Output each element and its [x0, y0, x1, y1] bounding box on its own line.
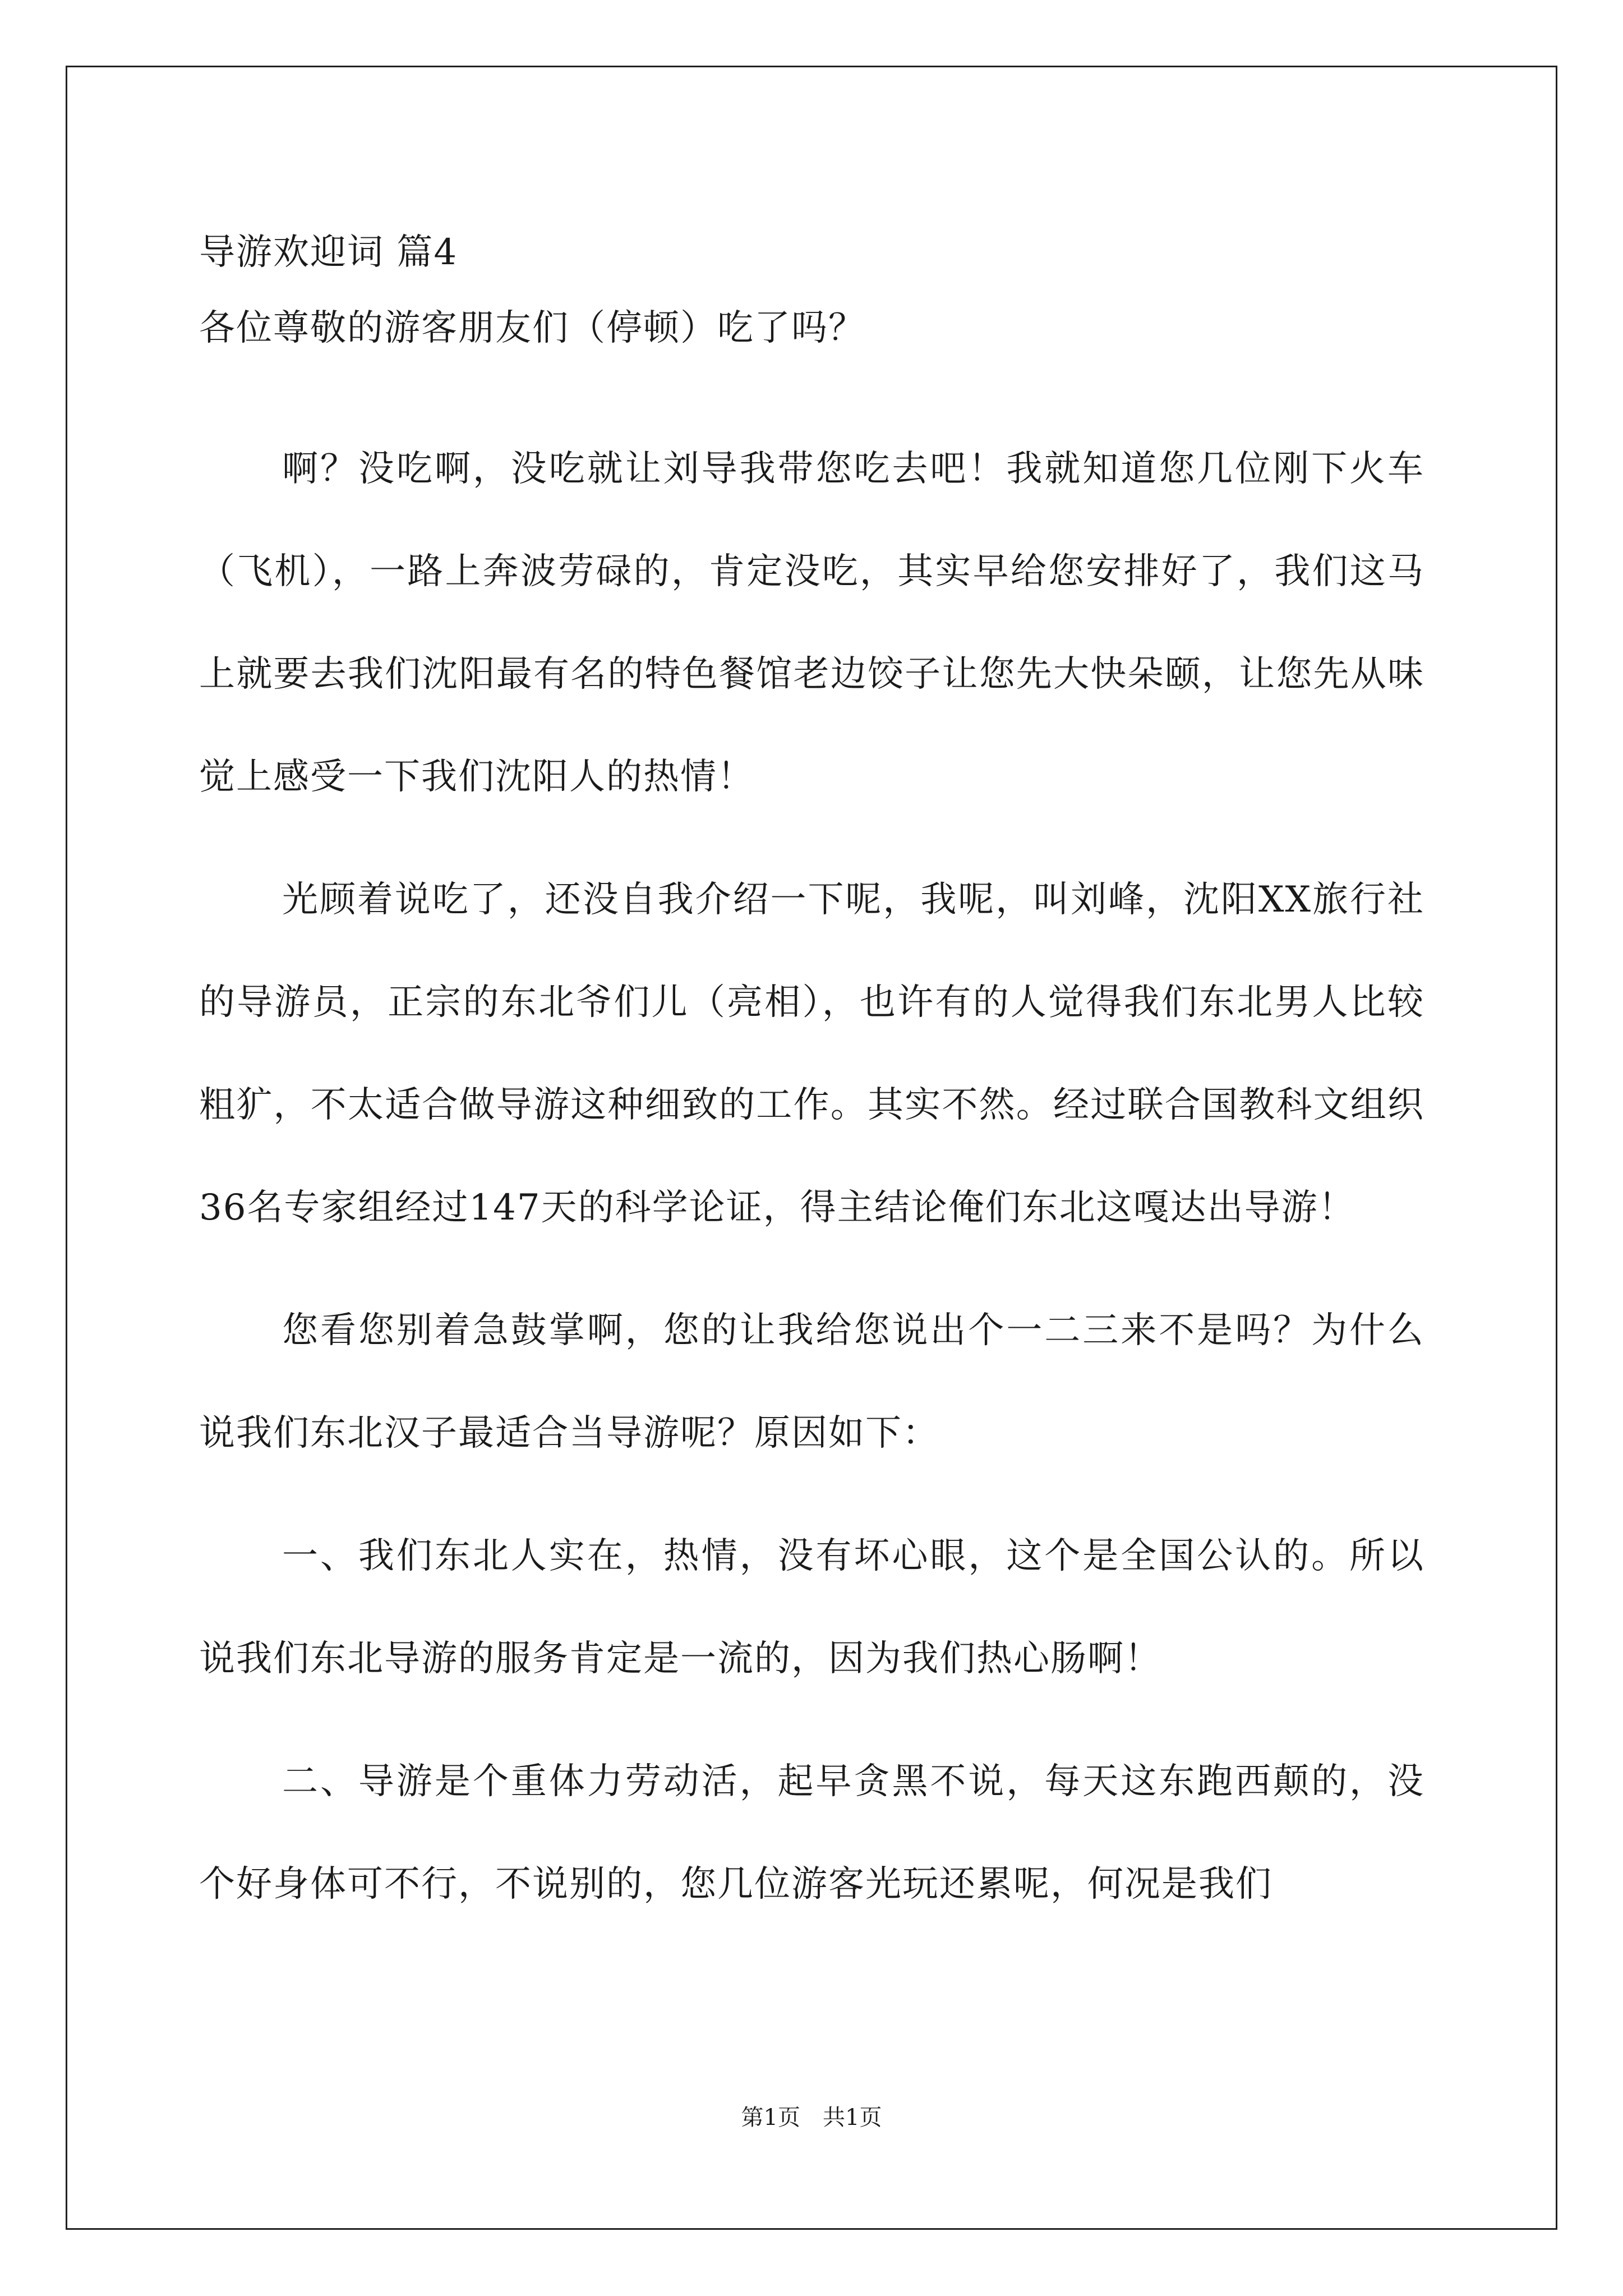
- paragraph: 啊？没吃啊，没吃就让刘导我带您吃去吧！我就知道您几位刚下火车（飞机），一路上奔波劳碌的，肯定没吃，其实早给您安排好了，我们这马上就要去我们沈阳最有名的特色餐馆老边饺子让您先大快朵颐，让您先从味觉上感受一下我们沈阳人的热情！: [199, 448, 1424, 798]
- paragraph: 光顾着说吃了，还没自我介绍一下呢，我呢，叫刘峰，沈阳XX旅行社的导游员，正宗的东北爷们儿（亮相），也许有的人觉得我们东北男人比较粗犷，不太适合做导游这种细致的工作。其实不然。经过联合国教科文组织36名专家组经过147天的科学论证，得主结论俺们东北这嘎达出导游！: [199, 879, 1424, 1228]
- paragraph: 二、导游是个重体力劳动活，起早贪黑不说，每天这东跑西颠的，没个好身体可不行，不说别的，您几位游客光玩还累呢，何况是我们: [199, 1761, 1424, 1905]
- page-number: 第1页 共1页: [741, 2105, 882, 2131]
- greeting-line: 各位尊敬的游客朋友们（停顿）吃了吗？: [199, 307, 865, 349]
- paragraph: 一、我们东北人实在，热情，没有坏心眼，这个是全国公认的。所以说我们东北导游的服务肯定是一流的，因为我们热心肠啊！: [199, 1535, 1424, 1680]
- document-body: [199, 418, 1424, 1956]
- document-title: 导游欢迎词 篇4: [199, 232, 458, 273]
- paragraph: 您看您别着急鼓掌啊，您的让我给您说出个一二三来不是吗？为什么说我们东北汉子最适合当导游呢？原因如下：: [199, 1310, 1424, 1454]
